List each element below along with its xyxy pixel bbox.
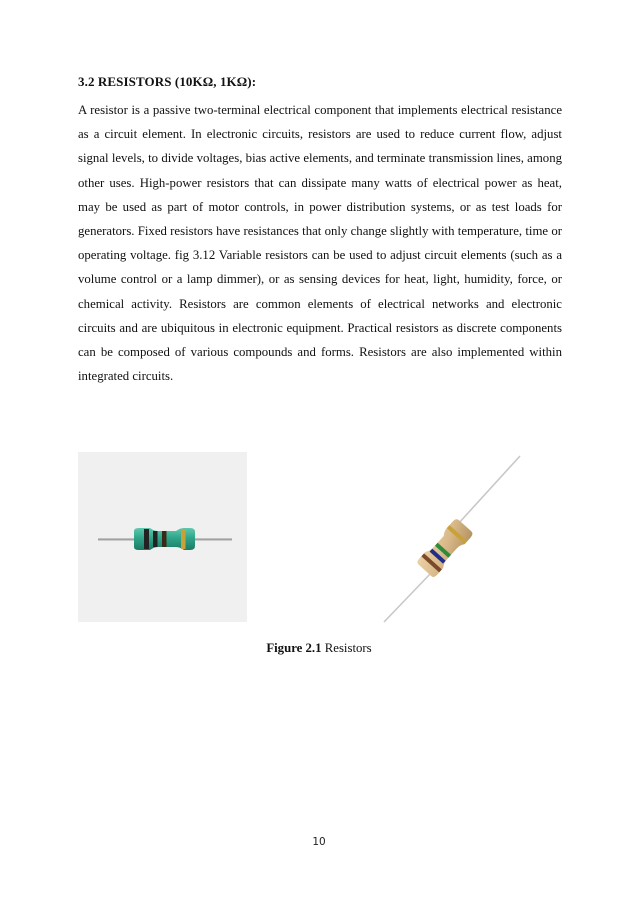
resistor-photo-left [78,452,247,622]
body-paragraph: A resistor is a passive two-terminal electrical component that implements electrical resistance as a circuit element. In electronic circuits, resistors are used to reduce current flow, adjust signal levels, to divide voltages, bias active elements, and terminate transmission lines, among other uses. High-power resistors that can dissipate many watts of electrical power as heat, may be used as part of motor controls, in power distribution systems, or as test loads for generators. Fixed resistors have resistances that only change slightly with temperature, time or operating voltage. fig 3.12 Variable resistors can be used to adjust circuit elements (such as a volume control or a lamp dimmer), or as sensing devices for heat, light, humidity, force, or chemical activity. Resistors are common elements of electrical networks and electronic circuits and are ubiquitous in electronic equipment. Practical resistors as discrete components can be composed of various compounds and forms. Resistors are also implemented within integrated circuits. [78,103,562,384]
resistor-photo-right [362,452,532,624]
page-number: 10 [312,836,326,848]
figure-caption-label: Figure 2.1 [266,641,322,655]
resistor-1k-icon [362,452,532,624]
figure-caption [0,641,638,656]
resistor-10k-icon [78,452,247,622]
figure-caption-text: Resistors [321,641,372,655]
section-heading: 3.2 RESISTORS (10KΩ, 1KΩ): [78,74,257,89]
